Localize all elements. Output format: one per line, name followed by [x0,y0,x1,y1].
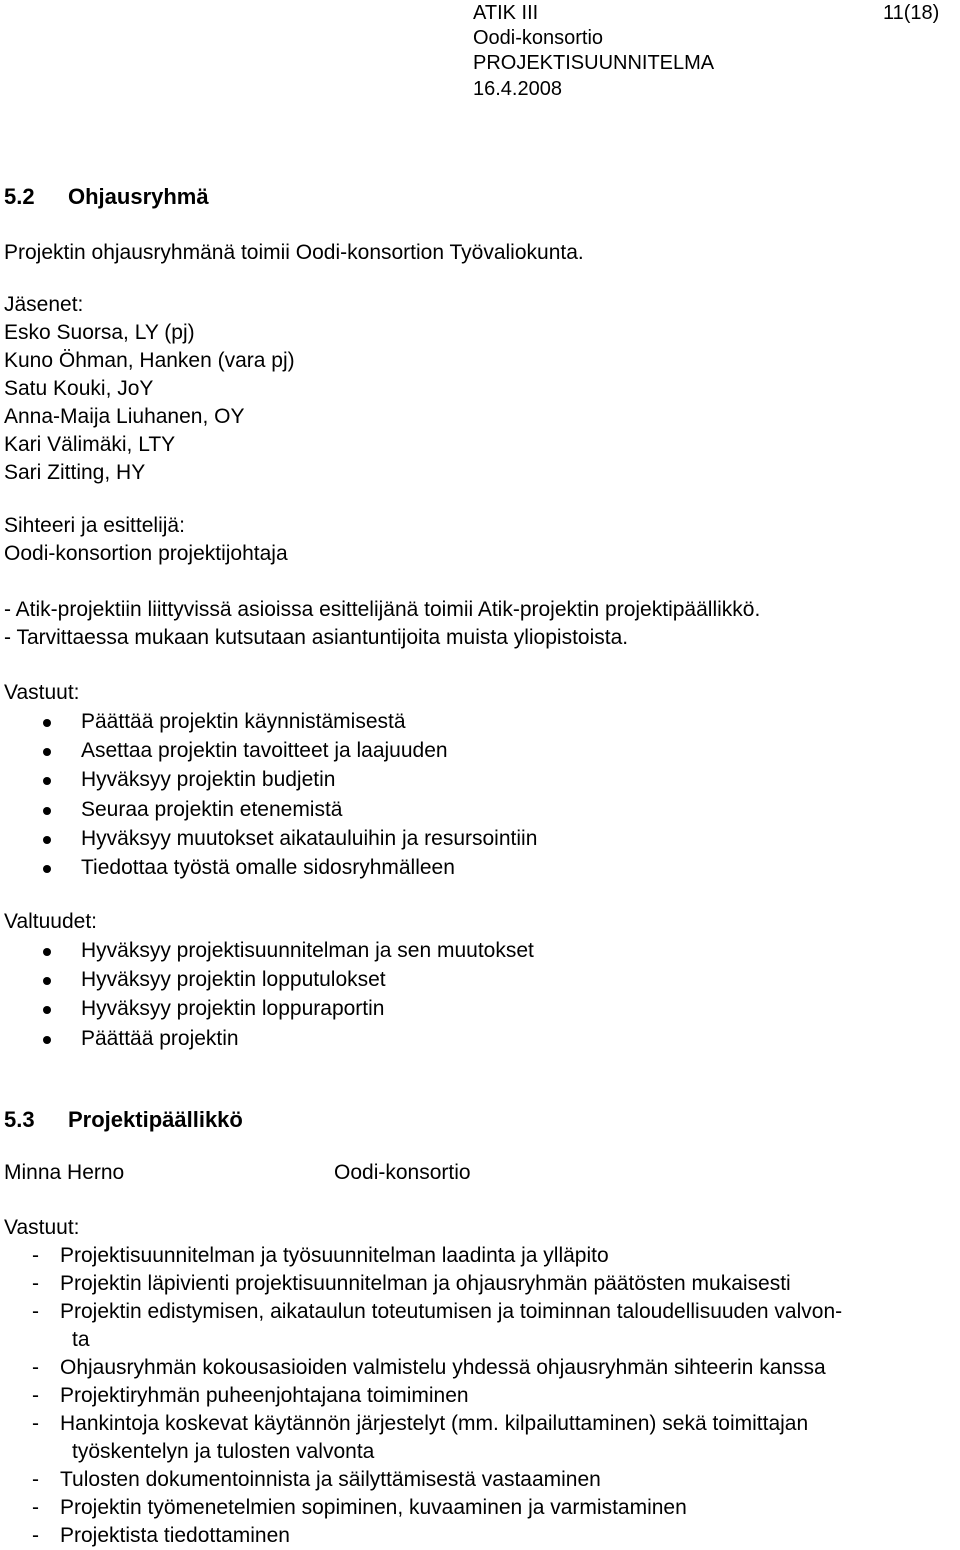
list-item-text: Projektiryhmän puheenjohtajana toimiminen [60,1384,469,1407]
list-item [0,708,537,737]
list-item [0,1025,534,1054]
list-item-text: Hankintoja koskevat käytännön järjestelyt (mm. kilpailuttaminen) sekä toimittajan [60,1412,809,1435]
section-title: Ohjausryhmä [68,184,209,209]
list-item-text: ta [72,1328,90,1351]
authority-label: Valtuudet: [4,910,98,933]
section-number: 5.2 [4,184,35,209]
header-page-number: 11(18) [883,2,940,24]
header-project: ATIK III [473,2,539,24]
list-item [0,796,537,825]
bullet-icon [43,1036,51,1044]
list-item-text: Projektista tiedottaminen [60,1524,290,1547]
dash-marker-icon: - [32,1412,39,1435]
manager-responsibilities-list [0,1242,842,1550]
list-item-text: Seuraa projektin etenemistä [81,797,343,821]
bullet-icon [43,977,51,985]
list-item [0,737,537,766]
member-item: Satu Kouki, JoY [4,377,154,400]
member-item: Kari Välimäki, LTY [4,433,176,456]
list-item-text: Hyväksyy projektin loppuraportin [81,997,385,1021]
list-item [0,1298,842,1326]
header-organization: Oodi-konsortio [473,27,604,49]
bullet-icon [43,748,51,756]
list-item [0,1382,842,1410]
intro-paragraph: Projektin ohjausryhmänä toimii Oodi-konsortion Työvaliokunta. [4,241,584,264]
list-item [0,1270,842,1298]
section-number: 5.3 [4,1107,35,1132]
list-item-continuation [0,1438,842,1466]
list-item-text: Ohjausryhmän kokousasioiden valmistelu yhdessä ohjausryhmän sihteerin kanssa [60,1356,826,1379]
list-item-text: Päättää projektin käynnistämisestä [81,710,406,733]
secretary-value: Oodi-konsortion projektijohtaja [4,542,288,565]
section-heading-5-2 [4,184,209,210]
manager-responsibilities-label: Vastuut: [4,1216,80,1239]
header-date: 16.4.2008 [473,78,562,100]
list-item [0,854,537,883]
list-item-text: Projektin läpivienti projektisuunnitelman ja ohjausryhmän päätösten mukaisesti [60,1272,791,1295]
bullet-icon [43,948,51,956]
list-item-text: Hyväksyy muutokset aikatauluihin ja resursointiin [81,826,538,850]
list-item [0,966,534,995]
bullet-icon [43,836,51,844]
bullet-icon [43,1006,51,1014]
secretary-label: Sihteeri ja esittelijä: [4,514,185,537]
dash-marker-icon: - [32,1384,39,1407]
list-item-text: Asettaa projektin tavoitteet ja laajuuden [81,739,448,763]
list-item [0,937,534,966]
manager-name: Minna Herno [4,1161,125,1184]
list-item-continuation [0,1326,842,1354]
member-item: Anna-Maija Liuhanen, OY [4,405,245,428]
section-title: Projektipäällikkö [68,1107,243,1132]
list-item-text: Hyväksyy projektin lopputulokset [81,968,386,992]
list-item-text: Projektin työmenetelmien sopiminen, kuvaaminen ja varmistaminen [60,1496,687,1519]
list-item-text: Projektin edistymisen, aikataulun toteutumisen ja toiminnan taloudellisuuden valvon- [60,1300,843,1323]
dash-marker-icon: - [32,1496,39,1519]
responsibilities-label: Vastuut: [4,681,80,704]
note-line: - Atik-projektiin liittyvissä asioissa esittelijänä toimii Atik-projektin projektipäällikkö. [4,598,761,621]
bullet-icon [43,865,51,873]
member-item: Esko Suorsa, LY (pj) [4,321,195,344]
member-item: Sari Zitting, HY [4,461,146,484]
responsibilities-list [0,708,537,883]
list-item [0,1466,842,1494]
dash-marker-icon: - [32,1272,39,1295]
dash-marker-icon: - [32,1300,39,1323]
dash-marker-icon: - [32,1468,39,1491]
list-item [0,825,537,854]
list-item [0,1522,842,1550]
header-document-title: PROJEKTISUUNNITELMA [473,52,715,74]
list-item-text: työskentelyn ja tulosten valvonta [72,1440,375,1463]
list-item [0,766,537,795]
list-item [0,1494,842,1522]
list-item [0,995,534,1024]
authority-list [0,937,534,1054]
list-item-text: Projektisuunnitelman ja työsuunnitelman laadinta ja ylläpito [60,1244,609,1267]
list-item-text: Tulosten dokumentoinnista ja säilyttämisestä vastaaminen [60,1468,601,1491]
dash-marker-icon: - [32,1244,39,1267]
dash-marker-icon: - [32,1524,39,1547]
section-heading-5-3 [4,1107,243,1133]
bullet-icon [43,777,51,785]
list-item [0,1410,842,1438]
member-item: Kuno Öhman, Hanken (vara pj) [4,349,295,372]
dash-marker-icon: - [32,1356,39,1379]
list-item-text: Päättää projektin [81,1026,239,1050]
members-label: Jäsenet: [4,293,84,316]
list-item-text: Hyväksyy projektisuunnitelman ja sen muutokset [81,939,534,962]
list-item [0,1354,842,1382]
list-item-text: Hyväksyy projektin budjetin [81,768,336,792]
bullet-icon [43,807,51,815]
bullet-icon [43,719,51,727]
manager-organization: Oodi-konsortio [334,1161,471,1184]
note-line: - Tarvittaessa mukaan kutsutaan asiantuntijoita muista yliopistoista. [4,626,629,649]
list-item [0,1242,842,1270]
list-item-text: Tiedottaa työstä omalle sidosryhmälleen [81,855,455,879]
